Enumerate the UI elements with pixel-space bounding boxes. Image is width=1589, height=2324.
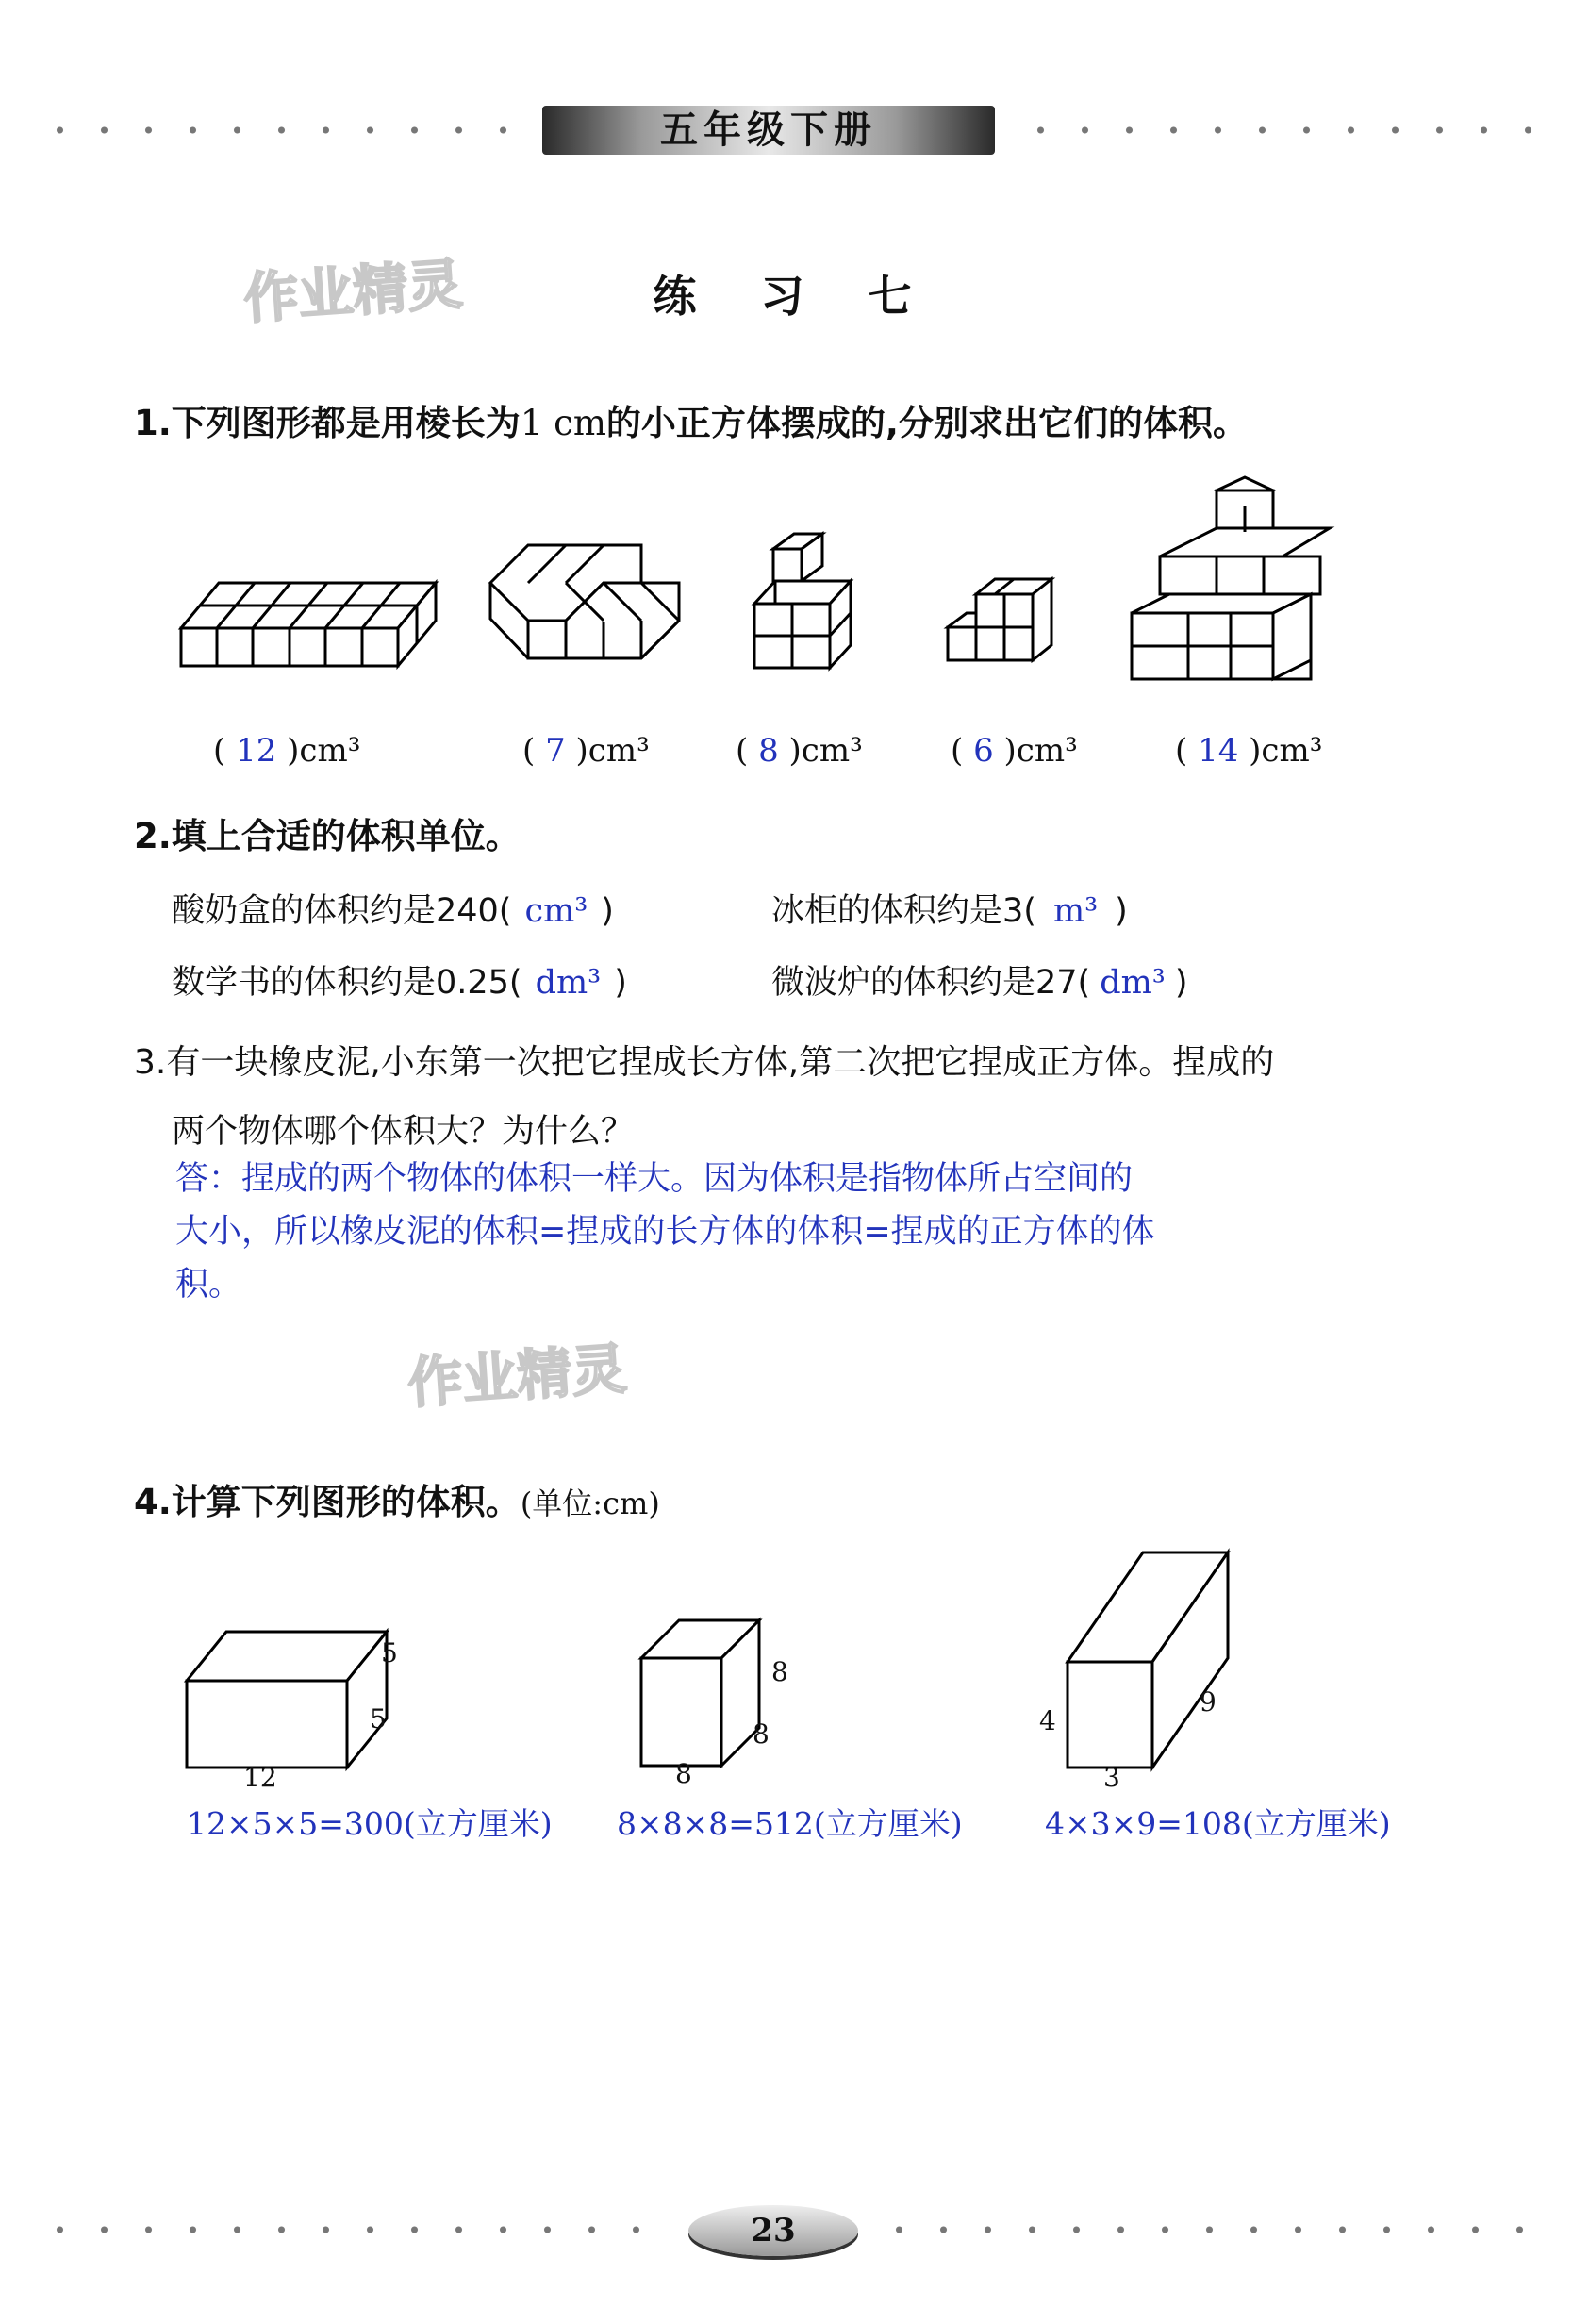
q2-item-2	[771, 885, 1128, 932]
q2-item-2-prefix: 冰柜的体积约是3(	[771, 892, 1036, 930]
watermark-top: 作业精灵	[241, 251, 465, 331]
q4-solids	[0, 1509, 1589, 1811]
q1-answer-3-unit: cm³	[801, 732, 863, 770]
q4-answer-1: 12×5×5=300(立方厘米)	[187, 1805, 553, 1842]
q1-answer-1-value: 12	[236, 732, 277, 770]
cube-figure-1	[181, 583, 436, 666]
q1-unit: 1 cm	[520, 403, 606, 443]
q2-item-3-answer: dm³	[535, 964, 602, 1002]
cube-figure-4	[948, 579, 1051, 660]
shape-1-length-label: 12	[243, 1762, 277, 1793]
shape-1-height-label: 5	[381, 1637, 398, 1668]
cube-figure-2	[490, 545, 679, 658]
q2-item-1-answer: cm³	[524, 892, 588, 930]
q1-answer-1-unit: cm³	[299, 732, 361, 770]
q1-answer-1: ( 12 )cm³	[213, 732, 361, 770]
q4-unit-note: (单位:cm)	[520, 1486, 660, 1521]
cuboid-3	[1068, 1552, 1228, 1768]
q3-line-2: 两个物体哪个体积大？为什么？	[172, 1113, 635, 1151]
watermark-middle: 作业精灵	[406, 1336, 629, 1416]
q2-item-4-answer: dm³	[1100, 964, 1166, 1002]
shape-3-height-label: 4	[1039, 1705, 1056, 1736]
cube-figure-3	[754, 534, 851, 668]
cuboid-1	[187, 1632, 387, 1768]
q1-answer-5-unit: cm³	[1261, 732, 1323, 770]
q4-answer-2: 8×8×8=512(立方厘米)	[617, 1805, 963, 1842]
q3-answer-line-2: 大小，所以橡皮泥的体积=捏成的长方体的体积=捏成的正方体的体	[175, 1213, 1155, 1251]
footer-dots-right	[877, 2226, 1547, 2233]
q3-line-1: 3.有一块橡皮泥,小东第一次把它捏成长方体,第二次把它捏成正方体。捏成的	[134, 1043, 1275, 1082]
q1-answer-2-value: 7	[545, 732, 566, 770]
q1-answer-3: ( 8 )cm³	[736, 732, 863, 770]
q2-item-3	[172, 956, 627, 1004]
q1-answer-2-unit: cm³	[588, 732, 650, 770]
q2-item-1-suffix: )	[601, 892, 614, 930]
cube-2	[641, 1620, 759, 1766]
shape-3-length-label: 3	[1103, 1762, 1120, 1793]
q2-item-4	[771, 956, 1187, 1004]
header-banner-text: 五年级下册	[660, 108, 877, 152]
q1-answer-4-unit: cm³	[1016, 732, 1078, 770]
shape-2-length-label: 8	[675, 1758, 692, 1789]
footer-dots-left	[38, 2226, 670, 2233]
q2-item-4-suffix: )	[1174, 964, 1188, 1002]
q1-text: 1.下列图形都是用棱长为	[134, 403, 521, 443]
q4-text: 4.计算下列图形的体积。	[134, 1482, 521, 1522]
q2-item-4-prefix: 微波炉的体积约是27(	[771, 964, 1091, 1002]
q2-item-3-prefix: 数学书的体积约是0.25(	[172, 964, 522, 1002]
q1-answer-3-value: 8	[758, 732, 779, 770]
q2-item-1-prefix: 酸奶盒的体积约是240(	[172, 892, 512, 930]
q2-item-2-suffix: )	[1115, 892, 1128, 930]
q4-answer-3: 4×3×9=108(立方厘米)	[1045, 1805, 1391, 1842]
shape-2-height-label: 8	[771, 1656, 788, 1687]
q1-answer-4: ( 6 )cm³	[951, 732, 1078, 770]
q1-answer-5-value: 14	[1198, 732, 1239, 770]
shape-1-width-label: 5	[370, 1703, 387, 1735]
q2-item-3-suffix: )	[614, 964, 627, 1002]
q2-item-1	[172, 885, 614, 932]
page-title: 练 习 七	[653, 271, 936, 322]
q2-prompt: 2.填上合适的体积单位。	[134, 816, 521, 856]
q1-text2: 的小正方体摆成的,分别求出它们的体积。	[605, 403, 1248, 443]
q1-answer-4-value: 6	[973, 732, 994, 770]
q2-item-2-answer: m³	[1052, 892, 1099, 930]
q1-answer-5: ( 14 )cm³	[1175, 732, 1323, 770]
q3-answer-line-1: 答：捏成的两个物体的体积一样大。因为体积是指物体所占空间的	[175, 1160, 1134, 1198]
shape-3-width-label: 9	[1200, 1686, 1217, 1718]
cube-figure-5	[1132, 477, 1330, 679]
shape-2-width-label: 8	[753, 1718, 770, 1750]
page-number: 23	[688, 2205, 858, 2256]
q1-cube-figures	[0, 0, 1589, 755]
q3-answer-line-3: 积。	[175, 1266, 242, 1303]
q1-answer-2: ( 7 )cm³	[522, 732, 650, 770]
